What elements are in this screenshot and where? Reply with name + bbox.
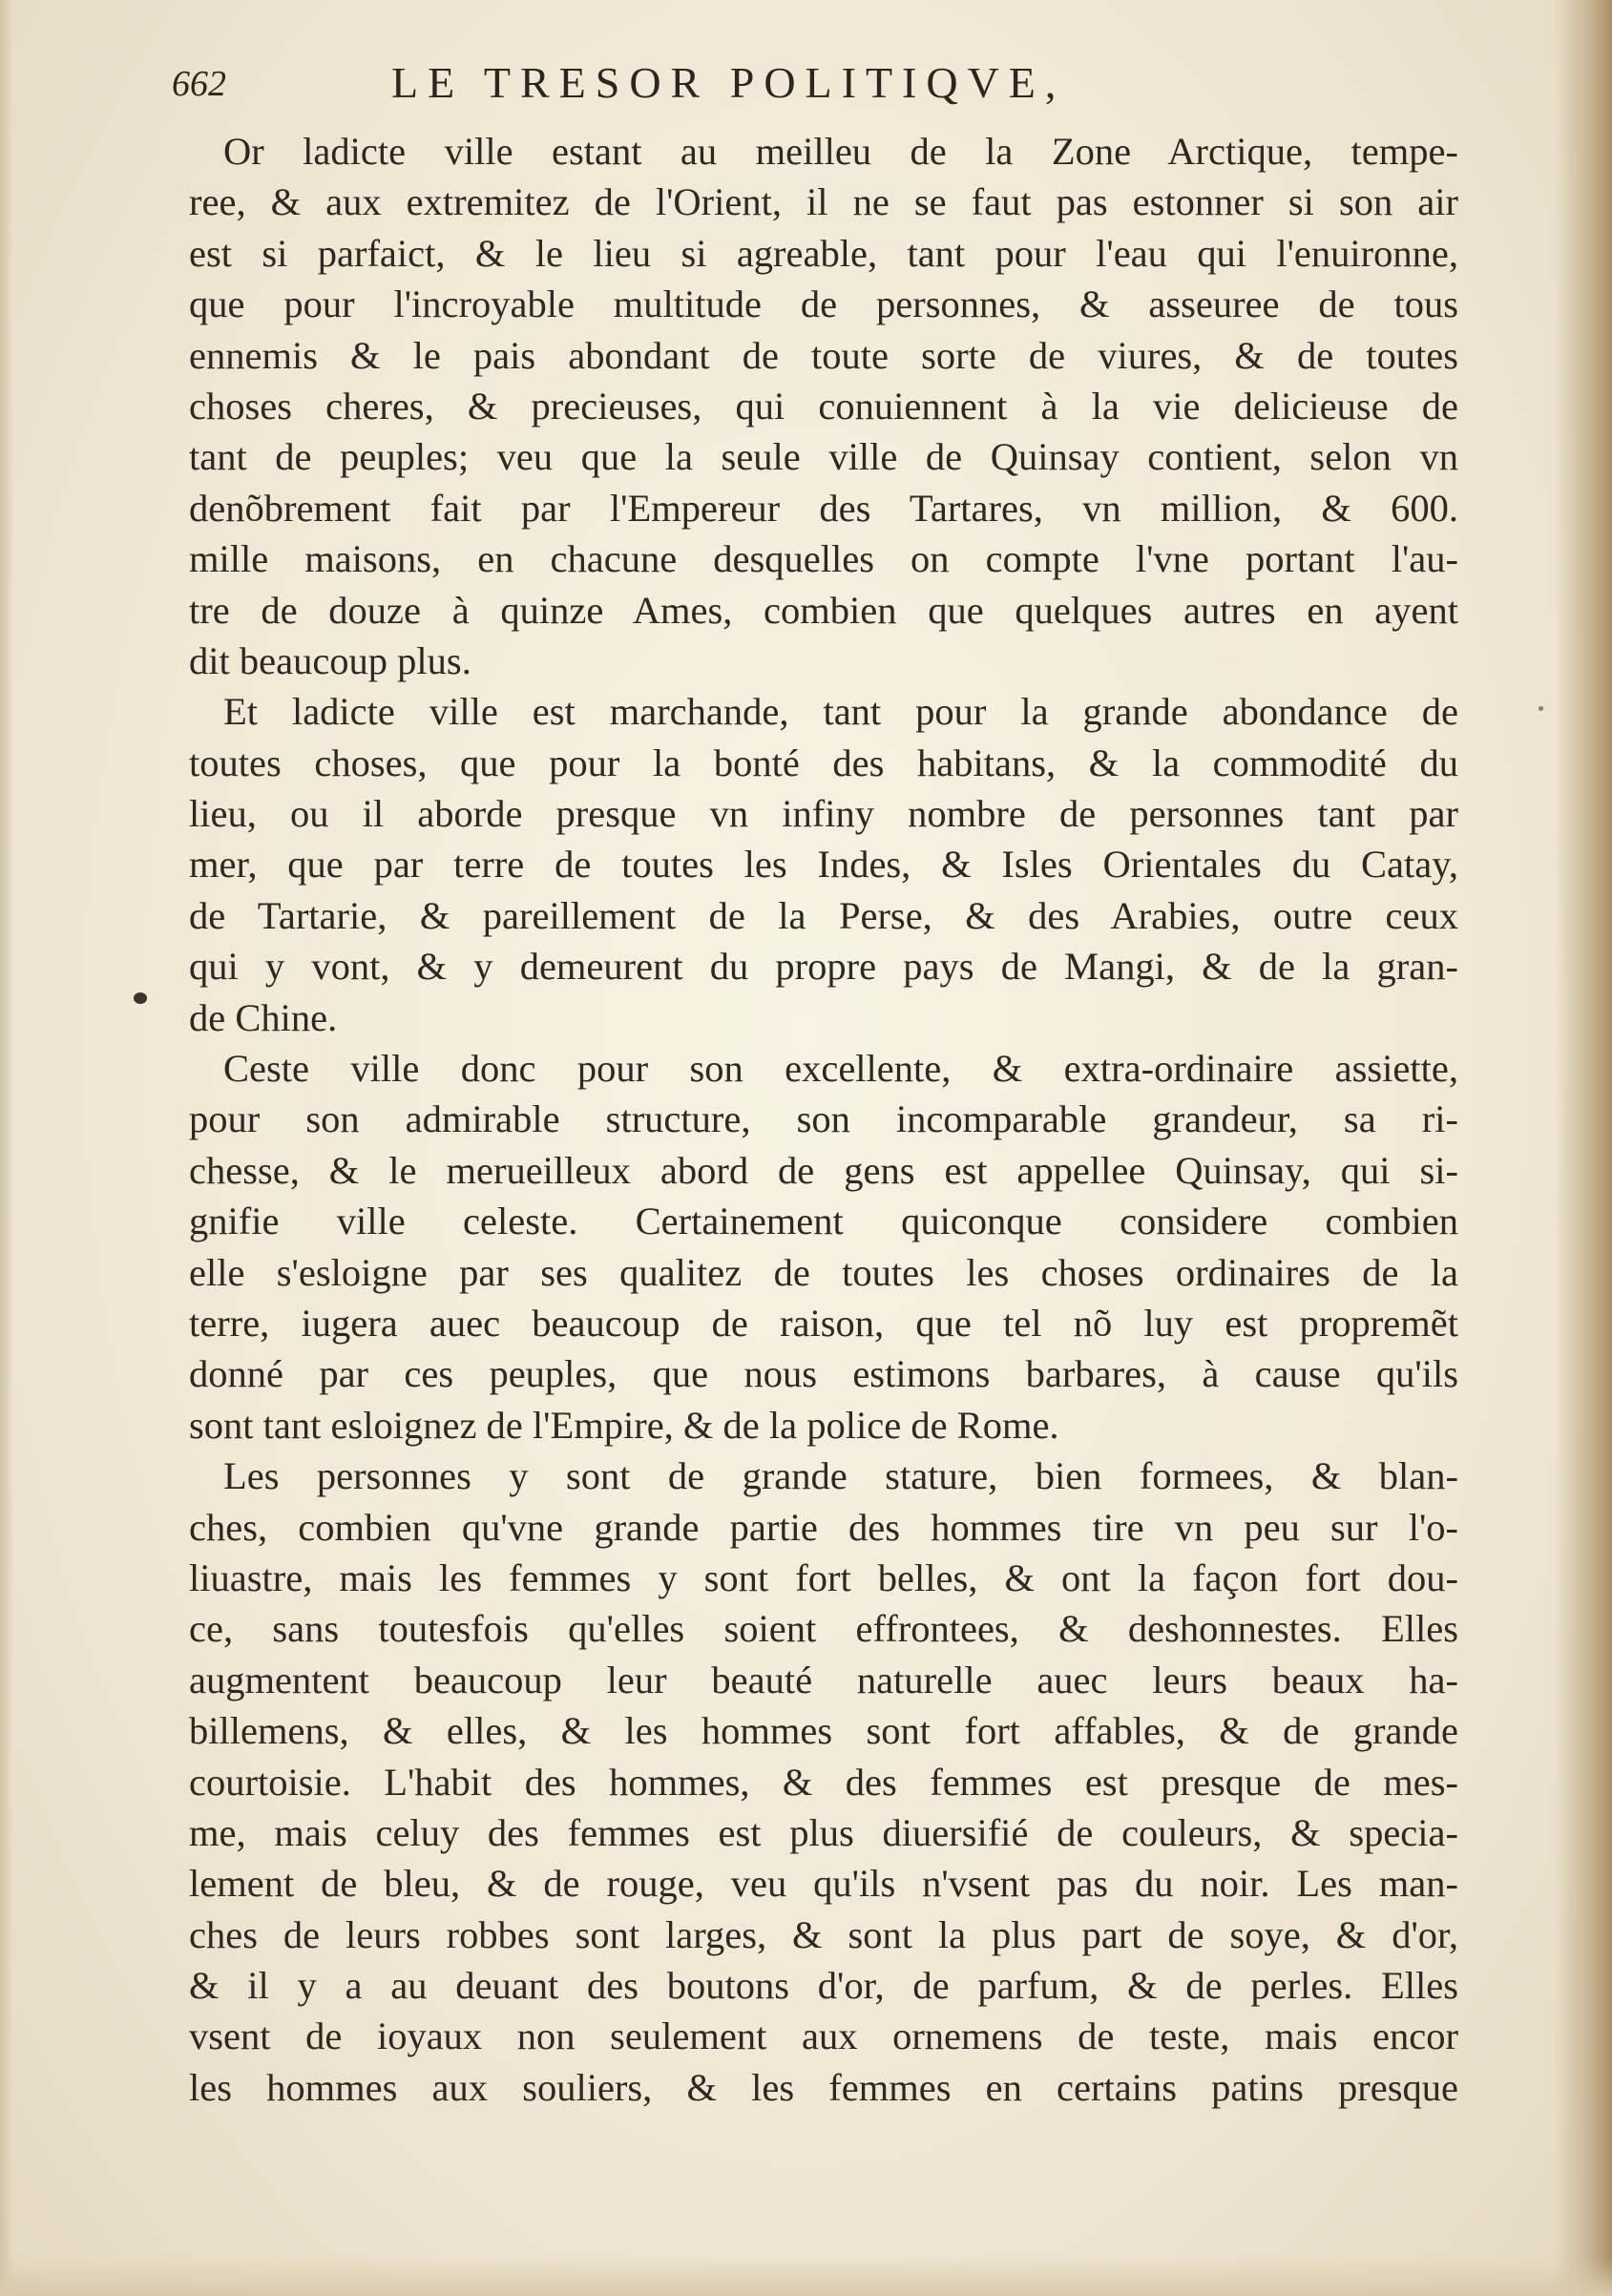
text-line: liuastre, mais les femmes y sont fort belles, & ont la façon fort dou- (189, 1555, 1458, 1599)
text-line: Les personnes y sont de grande stature, bien formees, & blan- (223, 1454, 1458, 1498)
text-line: elle s'esloigne par ses qualitez de toutes les choses ordinaires de la (189, 1250, 1458, 1294)
text-line: choses cheres, & precieuses, qui conuiennent à la vie delicieuse de (189, 384, 1458, 428)
text-line: denõbrement fait par l'Empereur des Tartares, vn million, & 600. (189, 486, 1458, 530)
text-line: les hommes aux souliers, & les femmes en certains patins presque (189, 2065, 1458, 2109)
paragraph (189, 686, 1458, 1043)
text-line: donné par ces peuples, que nous estimons barbares, à cause qu'ils (189, 1352, 1458, 1396)
page-right-edge (1555, 0, 1612, 2296)
text-line: tre de douze à quinze Ames, combien que quelques autres en ayent (189, 588, 1458, 632)
running-title: LE TRESOR POLITIQVE, (391, 58, 1066, 107)
text-line: Ceste ville donc pour son excellente, & extra-ordinaire assiette, (223, 1047, 1458, 1091)
text-line: tant de peuples; veu que la seule ville de Quinsay contient, selon vn (189, 435, 1458, 479)
ink-speck (1539, 706, 1543, 711)
ink-speck (134, 992, 147, 1004)
text-line: gnifie ville celeste. Certainement quiconque considere combien (189, 1200, 1458, 1243)
text-line: ree, & aux extremitez de l'Orient, il ne se faut pas estonner si son air (189, 180, 1458, 224)
text-line: sont tant esloignez de l'Empire, & de la police de Rome. (189, 1403, 1059, 1447)
text-line: ches de leurs robbes sont larges, & sont la plus part de soye, & d'or, (189, 1912, 1458, 1956)
text-line: lieu, ou il aborde presque vn infiny nombre de personnes tant par (189, 792, 1458, 836)
text-line: me, mais celuy des femmes est plus diuersifié de couleurs, & specia- (189, 1810, 1458, 1854)
text-line: toutes choses, que pour la bonté des habitans, & la commodité du (189, 741, 1458, 784)
page-left-edge (0, 0, 13, 2296)
text-line: est si parfaict, & le lieu si agreable, tant pour l'eau qui l'enuironne, (189, 231, 1458, 275)
text-line: mille maisons, en chacune desquelles on compte l'vne portant l'au- (189, 537, 1458, 581)
text-line: ennemis & le pais abondant de toute sorte de viures, & de toutes (189, 333, 1458, 377)
text-line: de Chine. (189, 995, 338, 1039)
text-line: Et ladicte ville est marchande, tant pour la grande abondance de (223, 690, 1458, 734)
paragraph (189, 126, 1458, 686)
paragraph (189, 1043, 1458, 1451)
text-line: mer, que par terre de toutes les Indes, & Isles Orientales du Catay, (189, 843, 1458, 887)
text-line: billemens, & elles, & les hommes sont fort affables, & de grande (189, 1709, 1458, 1753)
text-line: terre, iugera auec beaucoup de raison, que tel nõ luy est propremẽt (189, 1301, 1458, 1345)
page-number: 662 (172, 64, 226, 104)
text-line: courtoisie. L'habit des hommes, & des femmes est presque de mes- (189, 1760, 1458, 1804)
text-line: de Tartarie, & pareillement de la Perse, & des Arabies, outre ceux (189, 893, 1458, 937)
page-bottom-edge (0, 2258, 1612, 2296)
text-line: chesse, & le merueilleux abord de gens est appellee Quinsay, qui si- (189, 1148, 1458, 1192)
text-line: lement de bleu, & de rouge, veu qu'ils n'vsent pas du noir. Les man- (189, 1862, 1458, 1906)
text-line: Or ladicte ville estant au meilleu de la Zone Arctique, tempe- (223, 130, 1458, 173)
text-line: que pour l'incroyable multitude de personnes, & asseuree de tous (189, 282, 1458, 326)
text-line: dit beaucoup plus. (189, 638, 471, 682)
text-line: ce, sans toutesfois qu'elles soient effrontees, & deshonnestes. Elles (189, 1607, 1458, 1651)
text-line: qui y vont, & y demeurent du propre pays de Mangi, & de la gran- (189, 945, 1458, 989)
text-line: vsent de ioyaux non seulement aux ornemens de teste, mais encor (189, 2014, 1458, 2058)
body-text (189, 126, 1458, 2113)
text-line: augmentent beaucoup leur beauté naturelle auec leurs beaux ha- (189, 1658, 1458, 1701)
text-line: pour son admirable structure, son incomparable grandeur, sa ri- (189, 1097, 1458, 1141)
page-header (172, 57, 1260, 124)
text-line: ches, combien qu'vne grande partie des hommes tire vn peu sur l'o- (189, 1505, 1458, 1549)
text-line: & il y a au deuant des boutons d'or, de parfum, & de perles. Elles (189, 1964, 1458, 2008)
paragraph (189, 1451, 1458, 2113)
